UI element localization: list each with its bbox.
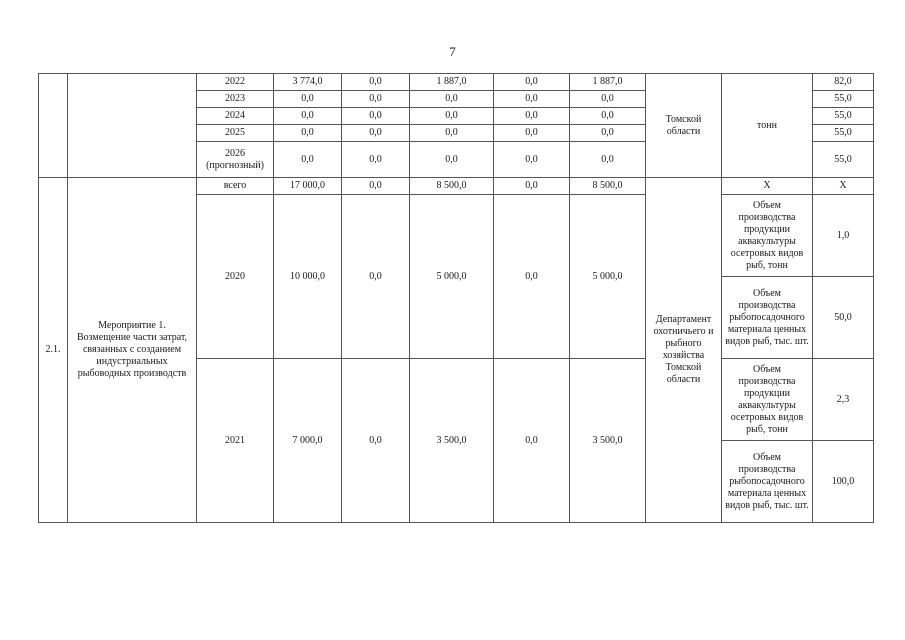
cell-value: 1 887,0: [570, 74, 646, 91]
cell-year: 2023: [197, 91, 274, 108]
cell-name-empty: [68, 74, 197, 178]
cell-indicator-name: Объем производства продукции аквакультуры осетровых видов рыб, тонн: [722, 359, 813, 441]
table-row: [39, 74, 874, 91]
cell-indicator-value: 55,0: [813, 91, 874, 108]
cell-value: 0,0: [410, 108, 494, 125]
cell-value: 3 500,0: [570, 359, 646, 523]
cell-value: 5 000,0: [570, 195, 646, 359]
cell-indicator-unit: тонн: [722, 74, 813, 178]
cell-value: 0,0: [570, 125, 646, 142]
cell-year: 2020: [197, 195, 274, 359]
cell-indicator-value: 1,0: [813, 195, 874, 277]
cell-total: 0,0: [274, 91, 342, 108]
cell-total: 3 774,0: [274, 74, 342, 91]
cell-executor: Томской области: [646, 74, 722, 178]
cell-value: 8 500,0: [570, 178, 646, 195]
cell-value: 0,0: [570, 142, 646, 178]
cell-total: 17 000,0: [274, 178, 342, 195]
page-number: 7: [449, 44, 456, 59]
cell-value: 0,0: [342, 91, 410, 108]
cell-value: 0,0: [494, 359, 570, 523]
cell-indicator-name: Объем производства продукции аквакультуры осетровых видов рыб, тонн: [722, 195, 813, 277]
cell-value: 0,0: [342, 74, 410, 91]
cell-total: 0,0: [274, 108, 342, 125]
cell-indicator-value: Х: [813, 178, 874, 195]
cell-value: 0,0: [570, 91, 646, 108]
cell-indicator-value: 55,0: [813, 108, 874, 125]
cell-year: 2025: [197, 125, 274, 142]
cell-measure-number: 2.1.: [39, 178, 68, 523]
cell-executor: Департамент охотничьего и рыбного хозяйства Томской области: [646, 178, 722, 523]
cell-value: 0,0: [494, 74, 570, 91]
cell-year: 2026 (прогнозный): [197, 142, 274, 178]
cell-value: 0,0: [494, 142, 570, 178]
cell-value: 0,0: [494, 108, 570, 125]
cell-value: 3 500,0: [410, 359, 494, 523]
cell-value: 8 500,0: [410, 178, 494, 195]
cell-value: 0,0: [494, 195, 570, 359]
cell-value: 0,0: [494, 91, 570, 108]
cell-value: 0,0: [342, 178, 410, 195]
program-table: [38, 73, 874, 523]
cell-value: 0,0: [342, 108, 410, 125]
cell-indicator-value: 55,0: [813, 125, 874, 142]
cell-year: 2022: [197, 74, 274, 91]
cell-total: 0,0: [274, 142, 342, 178]
cell-total: 7 000,0: [274, 359, 342, 523]
cell-year: 2021: [197, 359, 274, 523]
cell-value: 0,0: [410, 125, 494, 142]
cell-value: 0,0: [494, 178, 570, 195]
cell-indicator-name: Объем производства рыбопосадочного материала ценных видов рыб, тыс. шт.: [722, 277, 813, 359]
cell-indicator-name: Объем производства рыбопосадочного материала ценных видов рыб, тыс. шт.: [722, 441, 813, 523]
cell-value: 0,0: [342, 142, 410, 178]
cell-value: 1 887,0: [410, 74, 494, 91]
table-row: [39, 178, 874, 195]
cell-number-empty: [39, 74, 68, 178]
cell-value: 0,0: [410, 142, 494, 178]
cell-indicator-value: 100,0: [813, 441, 874, 523]
cell-total: 10 000,0: [274, 195, 342, 359]
cell-indicator-value: 2,3: [813, 359, 874, 441]
cell-value: 0,0: [570, 108, 646, 125]
cell-year: всего: [197, 178, 274, 195]
cell-indicator: Х: [722, 178, 813, 195]
cell-year: 2024: [197, 108, 274, 125]
cell-measure-name: Мероприятие 1. Возмещение части затрат, связанных с созданием индустриальных рыбоводных производств: [68, 178, 197, 523]
cell-indicator-value: 82,0: [813, 74, 874, 91]
cell-value: 5 000,0: [410, 195, 494, 359]
cell-indicator-value: 50,0: [813, 277, 874, 359]
cell-indicator-value: 55,0: [813, 142, 874, 178]
cell-value: 0,0: [342, 195, 410, 359]
cell-value: 0,0: [410, 91, 494, 108]
cell-total: 0,0: [274, 125, 342, 142]
cell-value: 0,0: [342, 125, 410, 142]
cell-value: 0,0: [342, 359, 410, 523]
cell-value: 0,0: [494, 125, 570, 142]
